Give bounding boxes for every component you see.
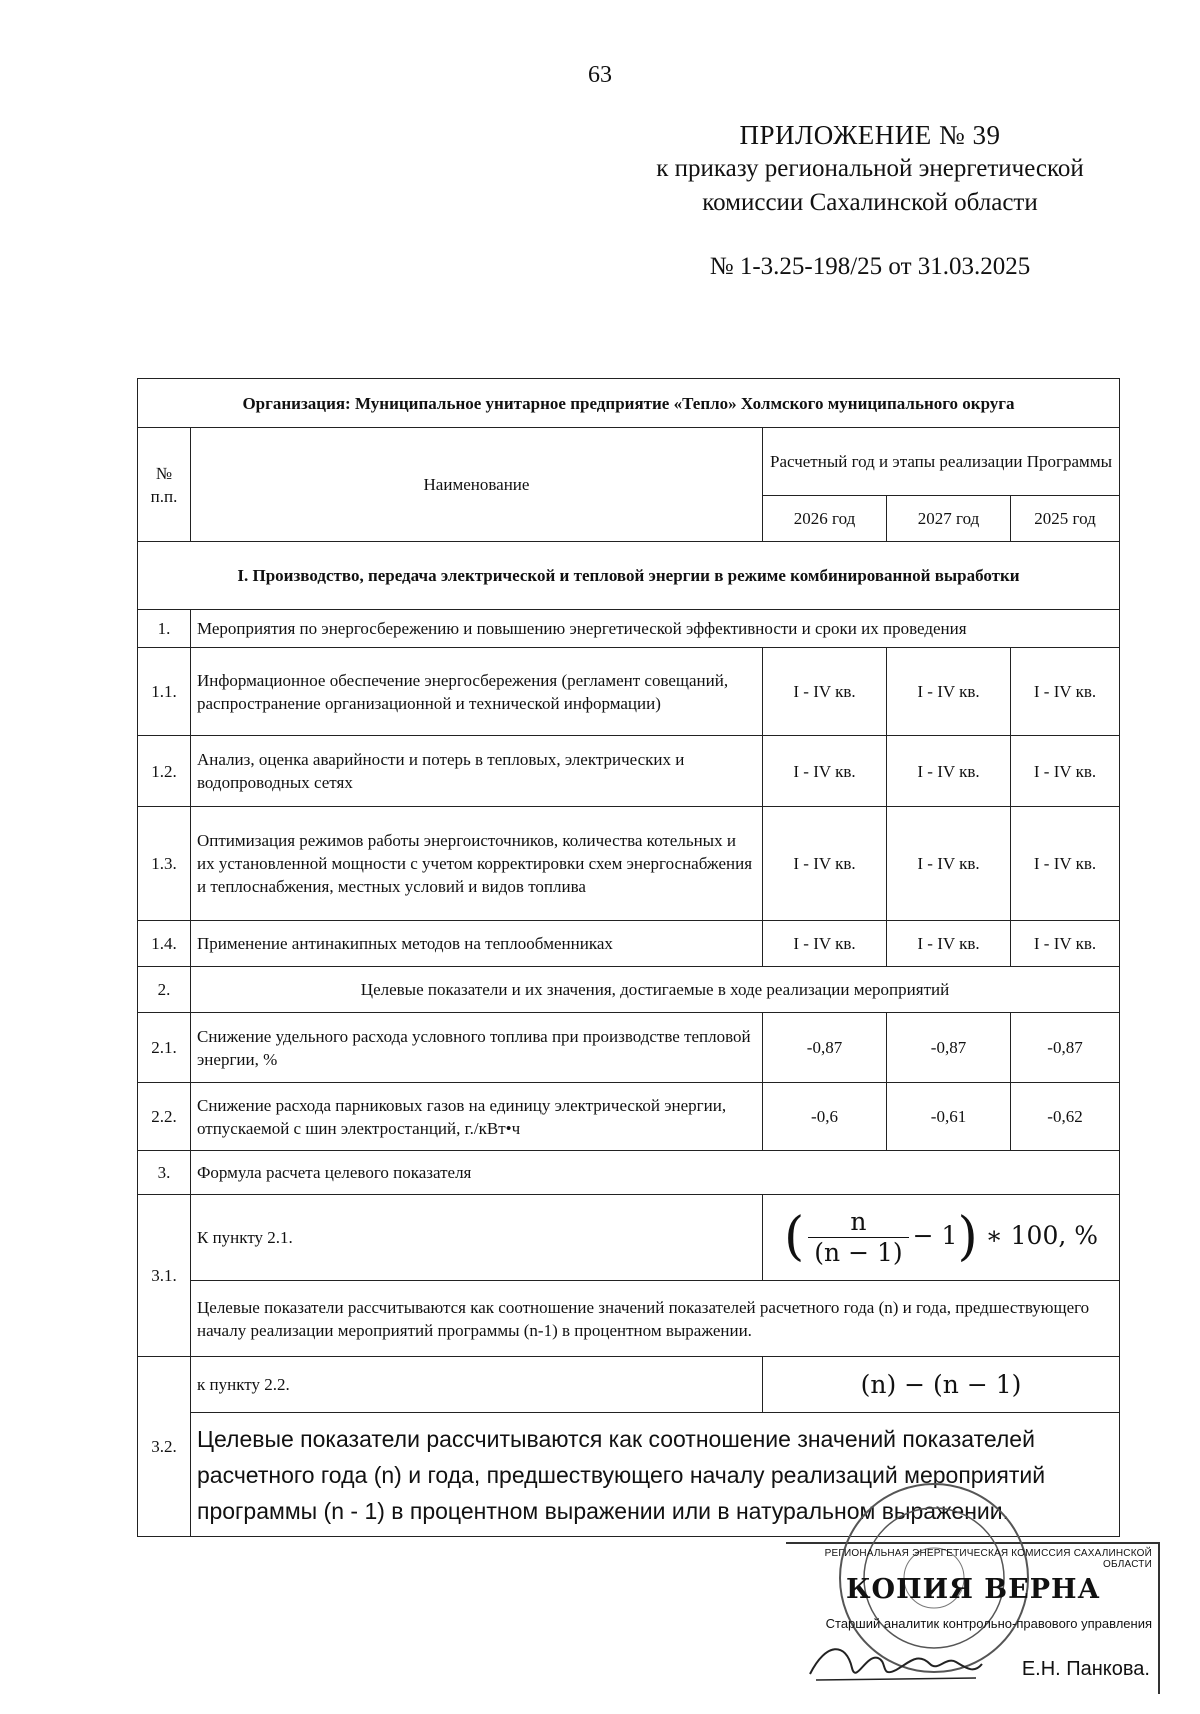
row-value: I - IV кв. [1011,648,1120,736]
row-number: 1.3. [138,807,191,921]
row-value: -0,61 [887,1083,1011,1151]
signature [806,1634,986,1690]
year-header-3: 2025 год [1011,496,1120,542]
row-name: Анализ, оценка аварийности и потерь в тепловых, электрических и водопроводных сетях [191,736,763,807]
row-number: 1.1. [138,648,191,736]
year-header-1: 2026 год [763,496,887,542]
row-value: -0,87 [887,1013,1011,1083]
row-number: 2.2. [138,1083,191,1151]
row-value: I - IV кв. [763,736,887,807]
formula-2-2: (n) − (n − 1) [763,1357,1120,1413]
formula-label: к пункту 2.2. [191,1357,763,1413]
formula-multiplier: ∗ 100, % [985,1221,1099,1250]
formula-2-1 [763,1195,1120,1281]
stamp-signer-name: Е.Н. Панкова. [1021,1658,1150,1680]
formula-minus-one: − 1 [912,1221,958,1250]
formula-numerator: n [808,1207,908,1238]
row-value: -0,87 [1011,1013,1120,1083]
row-name: Снижение расхода парниковых газов на единицу электрической энергии, отпускаемой с шин электростанций, г./кВт•ч [191,1083,763,1151]
stamp-position: Старший аналитик контрольно-правового управления [825,1616,1152,1631]
formula-open-paren: ( [783,1207,805,1267]
row-name: Оптимизация режимов работы энергоисточников, количества котельных и их установленной мощности с учетом корректировки схем энергоснабжения и теплоснабжения, местных условий и видов топлива [191,807,763,921]
row-name: Применение антинакипных методов на теплообменниках [191,921,763,967]
formula-label: К пункту 2.1. [191,1195,763,1281]
row-name: Снижение удельного расхода условного топлива при производстве тепловой энергии, % [191,1013,763,1083]
row-value: I - IV кв. [763,648,887,736]
organization-row: Организация: Муниципальное унитарное предприятие «Тепло» Холмского муниципального округа [138,379,1120,428]
col-header-name: Наименование [191,428,763,542]
row-value: -0,62 [1011,1083,1120,1151]
table-row [138,736,1120,807]
certified-copy-stamp [786,1542,1160,1694]
row-value: I - IV кв. [1011,921,1120,967]
row-name: Информационное обеспечение энергосбережения (регламент совещаний, распространение организационной и технической информации) [191,648,763,736]
row-number: 2.1. [138,1013,191,1083]
row-value: I - IV кв. [887,736,1011,807]
table-row [138,1013,1120,1083]
stamp-organization: РЕГИОНАЛЬНАЯ ЭНЕРГЕТИЧЕСКАЯ КОМИССИЯ САХАЛИНСКОЙ ОБЛАСТИ [824,1548,1152,1570]
row-value: -0,87 [763,1013,887,1083]
row-number: 1.2. [138,736,191,807]
row-value: I - IV кв. [887,807,1011,921]
table-row [138,921,1120,967]
stamp-title: КОПИЯ ВЕРНА [846,1574,1101,1605]
order-number: № 1-3.25-198/25 от 31.03.2025 [709,253,1031,280]
table-row [138,807,1120,921]
row-number: 3. [138,1151,191,1195]
page-number: 63 [588,62,612,88]
row-number: 3.1. [138,1195,191,1357]
appendix-subtitle-line2: комиссии Сахалинской области [702,189,1038,216]
row-number: 1. [138,610,191,648]
col-header-no: № п.п. [138,428,191,542]
year-header-2: 2027 год [887,496,1011,542]
row-value: I - IV кв. [763,807,887,921]
row-value: I - IV кв. [887,648,1011,736]
row-value: -0,6 [763,1083,887,1151]
row-value: I - IV кв. [887,921,1011,967]
formula-note: Целевые показатели рассчитываются как соотношение значений показателей расчетного года (n) и года, предшествующего началу реализаций мероприятий программы (n - 1) в процентном выражении или в натуральном выражении. [191,1413,1120,1537]
row-number: 3.2. [138,1357,191,1537]
section-heading: I. Производство, передача электрической и тепловой энергии в режиме комбинированной выработки [138,542,1120,610]
subsection-title: Целевые показатели и их значения, достигаемые в ходе реализации мероприятий [191,967,1120,1013]
formula-denominator: (n − 1) [814,1238,903,1267]
formula-note: Целевые показатели рассчитываются как соотношение значений показателей расчетного года (n) и года, предшествующего началу реализации мероприятий программы (n-1) в процентном выражении. [191,1281,1120,1357]
row-value: I - IV кв. [1011,736,1120,807]
formula-close-paren: ) [957,1207,978,1267]
appendix-title: ПРИЛОЖЕНИЕ № 39 [739,120,1001,150]
col-header-period: Расчетный год и этапы реализации Программы [763,428,1120,496]
appendix-subtitle-line1: к приказу региональной энергетической [656,155,1084,182]
program-table [137,378,1120,1537]
row-value: I - IV кв. [1011,807,1120,921]
row-number: 2. [138,967,191,1013]
table-row [138,1083,1120,1151]
subsection-title: Формула расчета целевого показателя [191,1151,1120,1195]
row-value: I - IV кв. [763,921,887,967]
table-row [138,648,1120,736]
formula-fraction [808,1207,908,1268]
subsection-title: Мероприятия по энергосбережению и повышению энергетической эффективности и сроки их проведения [191,610,1120,648]
row-number: 1.4. [138,921,191,967]
